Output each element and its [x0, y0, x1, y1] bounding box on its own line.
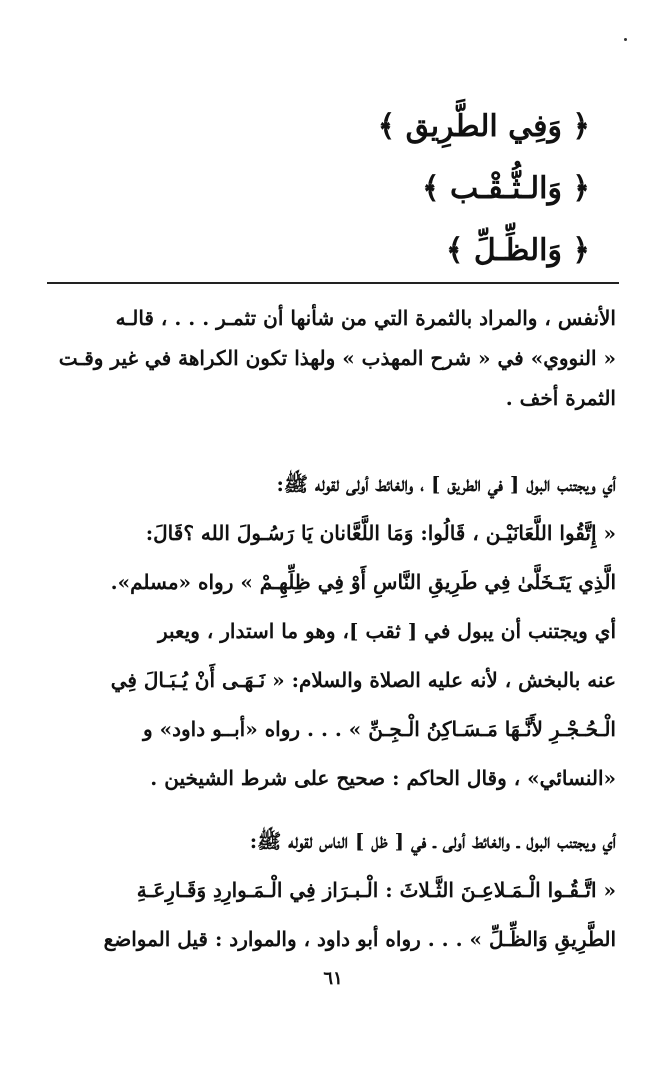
text-line: « إِتَّقُوا اللَّعَانَيْـن ، قَالُوا: وَمَا اللَّعَّانان يَا رَسُـولَ الله ؟قَالَ: [145, 521, 616, 545]
paragraph-shade [48, 817, 616, 964]
page-number: ٦١ [323, 968, 343, 989]
text-line: الَّذِي يَتَـخَلَّىٰ فِي طَرِيقِ النَّاسِ أَوْ فِي ظِلِّهِـمْ » رواه «مسلم». [110, 570, 616, 594]
text-line: « النووي» في « شرح المهذب » ولهذا تكون الكراهة في غير وقـت [58, 346, 616, 370]
paragraph-hole [48, 607, 616, 803]
text-line: الثمرة أخف . [505, 386, 616, 410]
text-line: أي ويجتنب البول ـ والغائط أولى ـ في [ ظل ] الناس لقوله ﷺ: [249, 829, 616, 853]
headings-block [170, 96, 590, 282]
paragraph-road [48, 460, 616, 607]
heading-shade: ﴿ وَالظِّـلِّ ﴾ [445, 233, 590, 268]
text-line: عنه بالبخش ، لأنه عليه الصلاة والسلام: « نَـهَـى أَنْ يُـبَـالَ فِي [110, 668, 616, 692]
text-line: الأنفس ، والمراد بالثمرة التي من شأنها أن تثمـر . . . ، قالـه [115, 306, 616, 330]
text-line: « اتَّـقُـوا الْـمَـلاعِـنَ الثَّـلاثَ : الْـبـرَاز فِي الْـمَـوارِدِ وَقَـارِعَـةِ [136, 878, 616, 902]
speck-mark [624, 38, 627, 41]
text-line: أي ويجتنب أن يبول في [ ثقب ]، وهو ما استدار ، ويعبر [157, 619, 616, 643]
text-line: الْـحُـجْـرِ لأَنَّـهَا مَـسَـاكِنُ الْـجِـنِّ » . . . رواه «أبــو داود» و [142, 717, 616, 741]
heading-hole: ﴿ وَالـثُّـقْـب ﴾ [421, 171, 590, 206]
heading-road: ﴿ وَفِي الطَّرِيق ﴾ [377, 109, 590, 144]
text-line: الطَّرِيقِ وَالظِّـلِّ » . . . رواه أبو داود ، والموارد : قيل المواضع [103, 927, 616, 951]
text-line: «النسائي» ، وقال الحاكم : صحيح على شرط الشيخين . [150, 766, 616, 790]
paragraph-fruit-note [48, 298, 616, 418]
horizontal-divider [47, 282, 619, 284]
text-line: أي ويجتنب البول [ في الطريق ] ، والغائط أولى لقوله ﷺ: [276, 472, 616, 496]
